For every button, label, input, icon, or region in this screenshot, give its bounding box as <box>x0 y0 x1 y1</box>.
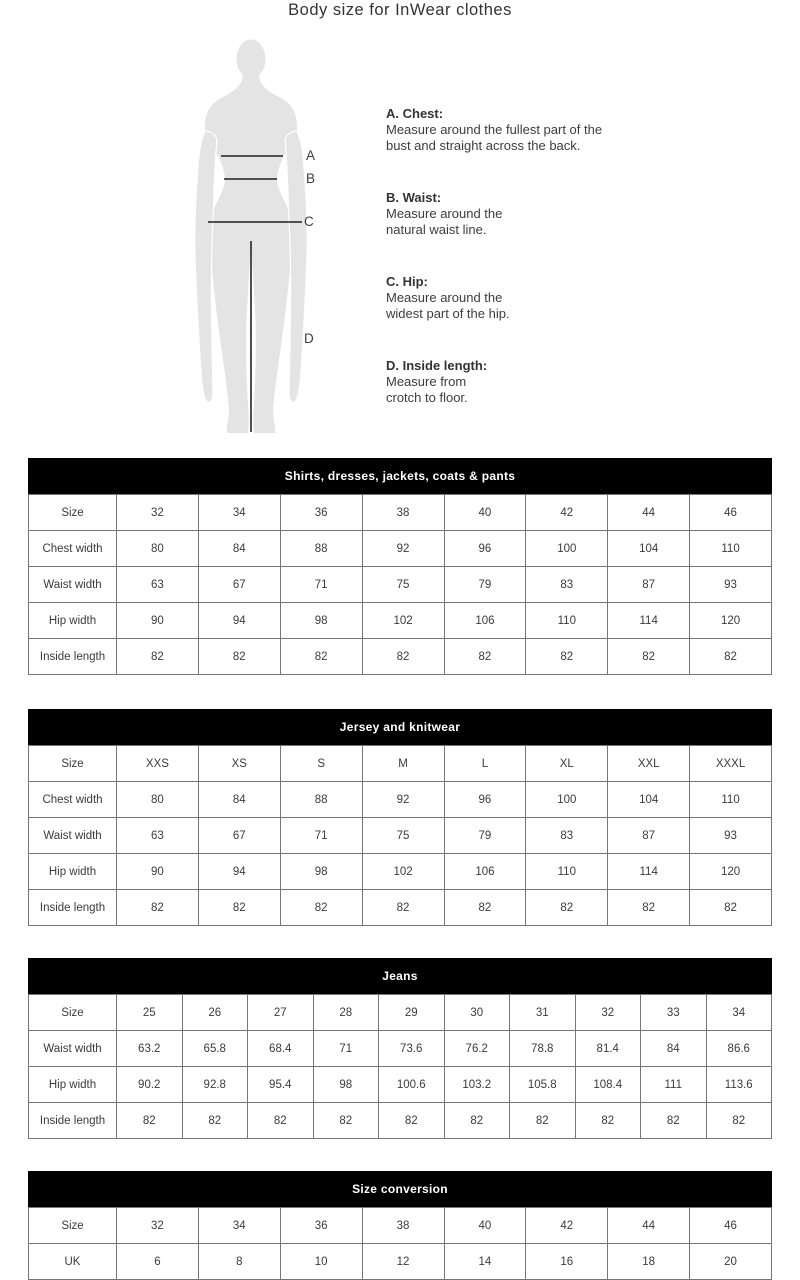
size-cell: 34 <box>706 995 772 1031</box>
body-silhouette-diagram <box>175 38 327 440</box>
row-label: Chest width <box>29 782 117 818</box>
table-row <box>29 746 772 782</box>
size-cell: 79 <box>444 818 526 854</box>
size-cell: 90.2 <box>117 1067 183 1103</box>
size-cell: 114 <box>608 854 690 890</box>
size-cell: 100 <box>526 782 608 818</box>
table-row <box>29 603 772 639</box>
size-cell: 25 <box>117 995 183 1031</box>
size-cell: 82 <box>248 1103 314 1139</box>
size-cell: 93 <box>690 818 772 854</box>
size-cell: 82 <box>117 890 199 926</box>
size-cell: 110 <box>526 603 608 639</box>
size-cell: 26 <box>182 995 248 1031</box>
note-heading: A. Chest: <box>386 106 444 121</box>
size-cell: 32 <box>117 495 199 531</box>
size-cell: 80 <box>117 782 199 818</box>
size-cell: 110 <box>690 531 772 567</box>
size-cell: 83 <box>526 567 608 603</box>
row-label: Size <box>29 1208 117 1244</box>
row-label: Inside length <box>29 890 117 926</box>
size-cell: 68.4 <box>248 1031 314 1067</box>
size-cell: 34 <box>198 1208 280 1244</box>
size-cell: 98 <box>280 854 362 890</box>
table-row <box>29 1103 772 1139</box>
row-label: Size <box>29 495 117 531</box>
note-line: natural waist line. <box>386 222 487 237</box>
size-cell: 82 <box>117 1103 183 1139</box>
label-hip-c: C <box>304 214 314 229</box>
size-cell: 63 <box>117 818 199 854</box>
note-heading: D. Inside length: <box>386 358 488 373</box>
row-label: Chest width <box>29 531 117 567</box>
size-cell: 76.2 <box>444 1031 510 1067</box>
size-cell: 106 <box>444 854 526 890</box>
size-cell: 81.4 <box>575 1031 641 1067</box>
size-cell: 82 <box>641 1103 707 1139</box>
size-cell: 94 <box>198 854 280 890</box>
size-cell: 113.6 <box>706 1067 772 1103</box>
size-cell: 28 <box>313 995 379 1031</box>
size-cell: 36 <box>280 1208 362 1244</box>
size-cell: 18 <box>608 1244 690 1280</box>
note-heading: C. Hip: <box>386 274 428 289</box>
size-cell: 86.6 <box>706 1031 772 1067</box>
size-cell: 102 <box>362 603 444 639</box>
size-cell: 82 <box>690 890 772 926</box>
size-cell: 27 <box>248 995 314 1031</box>
size-cell: 82 <box>444 890 526 926</box>
size-cell: XXS <box>117 746 199 782</box>
size-cell: 84 <box>198 782 280 818</box>
size-table-jersey <box>28 709 772 926</box>
table-row <box>29 1244 772 1280</box>
size-cell: 82 <box>362 639 444 675</box>
size-cell: 63.2 <box>117 1031 183 1067</box>
size-cell: 96 <box>444 782 526 818</box>
note-line: widest part of the hip. <box>386 306 510 321</box>
size-table <box>28 745 772 926</box>
size-cell: 100.6 <box>379 1067 445 1103</box>
size-cell: 80 <box>117 531 199 567</box>
size-table-jeans <box>28 958 772 1139</box>
size-cell: XXL <box>608 746 690 782</box>
size-cell: 108.4 <box>575 1067 641 1103</box>
note-line: crotch to floor. <box>386 390 468 405</box>
size-cell: 110 <box>526 854 608 890</box>
size-cell: 71 <box>280 818 362 854</box>
size-cell: 75 <box>362 567 444 603</box>
label-waist-b: B <box>306 171 316 186</box>
size-cell: M <box>362 746 444 782</box>
label-inside-length-d: D <box>304 331 314 346</box>
size-cell: 106 <box>444 603 526 639</box>
row-label: Size <box>29 995 117 1031</box>
size-cell: 75 <box>362 818 444 854</box>
size-cell: 88 <box>280 782 362 818</box>
size-cell: 82 <box>608 639 690 675</box>
size-table-shirts <box>28 458 772 675</box>
size-cell: 67 <box>198 567 280 603</box>
note-hip <box>386 274 686 322</box>
table-title: Jeans <box>28 958 772 994</box>
size-cell: 31 <box>510 995 576 1031</box>
size-cell: 82 <box>444 639 526 675</box>
size-cell: 46 <box>690 1208 772 1244</box>
row-label: Inside length <box>29 1103 117 1139</box>
size-cell: 94 <box>198 603 280 639</box>
size-cell: 82 <box>280 890 362 926</box>
size-cell: 40 <box>444 495 526 531</box>
table-row <box>29 1067 772 1103</box>
table-row <box>29 854 772 890</box>
size-cell: 44 <box>608 495 690 531</box>
size-cell: 82 <box>362 890 444 926</box>
note-line: Measure around the <box>386 206 503 221</box>
size-cell: 102 <box>362 854 444 890</box>
size-cell: 82 <box>280 639 362 675</box>
size-cell: 40 <box>444 1208 526 1244</box>
size-cell: 78.8 <box>510 1031 576 1067</box>
size-cell: 10 <box>280 1244 362 1280</box>
size-cell: 88 <box>280 531 362 567</box>
table-row <box>29 1031 772 1067</box>
note-line: Measure around the <box>386 290 503 305</box>
size-table-conversion <box>28 1171 772 1280</box>
size-cell: 90 <box>117 854 199 890</box>
size-cell: 6 <box>117 1244 199 1280</box>
size-cell: 36 <box>280 495 362 531</box>
table-row <box>29 818 772 854</box>
size-cell: 104 <box>608 531 690 567</box>
size-cell: 65.8 <box>182 1031 248 1067</box>
size-cell: 63 <box>117 567 199 603</box>
size-cell: L <box>444 746 526 782</box>
size-cell: 44 <box>608 1208 690 1244</box>
size-cell: 16 <box>526 1244 608 1280</box>
row-label: Inside length <box>29 639 117 675</box>
size-cell: 87 <box>608 567 690 603</box>
size-cell: 38 <box>362 1208 444 1244</box>
size-cell: 42 <box>526 495 608 531</box>
size-cell: 82 <box>379 1103 445 1139</box>
size-cell: 82 <box>706 1103 772 1139</box>
size-cell: 90 <box>117 603 199 639</box>
size-cell: 12 <box>362 1244 444 1280</box>
size-cell: 104 <box>608 782 690 818</box>
label-chest-a: A <box>306 148 316 163</box>
size-cell: 82 <box>182 1103 248 1139</box>
size-cell: 82 <box>526 639 608 675</box>
size-cell: 8 <box>198 1244 280 1280</box>
size-cell: 84 <box>641 1031 707 1067</box>
size-cell: 32 <box>117 1208 199 1244</box>
size-cell: 105.8 <box>510 1067 576 1103</box>
size-cell: 82 <box>690 639 772 675</box>
note-chest <box>386 106 686 154</box>
size-cell: 92.8 <box>182 1067 248 1103</box>
row-label: Size <box>29 746 117 782</box>
size-cell: 93 <box>690 567 772 603</box>
row-label: UK <box>29 1244 117 1280</box>
size-cell: 98 <box>280 603 362 639</box>
size-cell: 114 <box>608 603 690 639</box>
size-cell: 32 <box>575 995 641 1031</box>
page-title: Body size for InWear clothes <box>288 1 512 19</box>
size-cell: 73.6 <box>379 1031 445 1067</box>
note-line: Measure around the fullest part of the <box>386 122 603 137</box>
row-label: Hip width <box>29 854 117 890</box>
note-inside-length <box>386 358 686 406</box>
size-cell: 110 <box>690 782 772 818</box>
size-cell: 34 <box>198 495 280 531</box>
size-cell: 82 <box>575 1103 641 1139</box>
table-row <box>29 782 772 818</box>
size-cell: 20 <box>690 1244 772 1280</box>
size-cell: XL <box>526 746 608 782</box>
size-cell: 42 <box>526 1208 608 1244</box>
size-cell: 95.4 <box>248 1067 314 1103</box>
size-cell: 38 <box>362 495 444 531</box>
size-cell: 82 <box>313 1103 379 1139</box>
size-cell: 71 <box>280 567 362 603</box>
size-cell: 46 <box>690 495 772 531</box>
note-heading: B. Waist: <box>386 190 442 205</box>
size-cell: 82 <box>608 890 690 926</box>
table-row <box>29 567 772 603</box>
size-cell: 82 <box>198 890 280 926</box>
row-label: Waist width <box>29 567 117 603</box>
size-cell: 33 <box>641 995 707 1031</box>
size-cell: 92 <box>362 782 444 818</box>
size-table <box>28 494 772 675</box>
size-table <box>28 994 772 1139</box>
size-cell: 100 <box>526 531 608 567</box>
size-cell: 67 <box>198 818 280 854</box>
row-label: Waist width <box>29 1031 117 1067</box>
size-cell: 82 <box>117 639 199 675</box>
table-row <box>29 531 772 567</box>
row-label: Hip width <box>29 603 117 639</box>
size-cell: 79 <box>444 567 526 603</box>
note-line: Measure from <box>386 374 467 389</box>
table-row <box>29 1208 772 1244</box>
table-row <box>29 639 772 675</box>
size-cell: 96 <box>444 531 526 567</box>
size-cell: 14 <box>444 1244 526 1280</box>
size-cell: S <box>280 746 362 782</box>
size-cell: 82 <box>526 890 608 926</box>
size-cell: 103.2 <box>444 1067 510 1103</box>
size-cell: 120 <box>690 854 772 890</box>
note-waist <box>386 190 686 238</box>
size-cell: 83 <box>526 818 608 854</box>
table-row <box>29 995 772 1031</box>
size-cell: 30 <box>444 995 510 1031</box>
size-cell: 71 <box>313 1031 379 1067</box>
table-title: Jersey and knitwear <box>28 709 772 745</box>
size-table <box>28 1207 772 1280</box>
table-row <box>29 890 772 926</box>
size-cell: XS <box>198 746 280 782</box>
size-cell: 98 <box>313 1067 379 1103</box>
size-cell: 82 <box>510 1103 576 1139</box>
size-cell: 87 <box>608 818 690 854</box>
table-title: Shirts, dresses, jackets, coats & pants <box>28 458 772 494</box>
table-title: Size conversion <box>28 1171 772 1207</box>
note-line: bust and straight across the back. <box>386 138 581 153</box>
size-cell: 82 <box>444 1103 510 1139</box>
size-cell: 111 <box>641 1067 707 1103</box>
size-cell: XXXL <box>690 746 772 782</box>
size-cell: 92 <box>362 531 444 567</box>
row-label: Waist width <box>29 818 117 854</box>
size-cell: 84 <box>198 531 280 567</box>
size-cell: 29 <box>379 995 445 1031</box>
size-cell: 120 <box>690 603 772 639</box>
table-row <box>29 495 772 531</box>
row-label: Hip width <box>29 1067 117 1103</box>
size-cell: 82 <box>198 639 280 675</box>
